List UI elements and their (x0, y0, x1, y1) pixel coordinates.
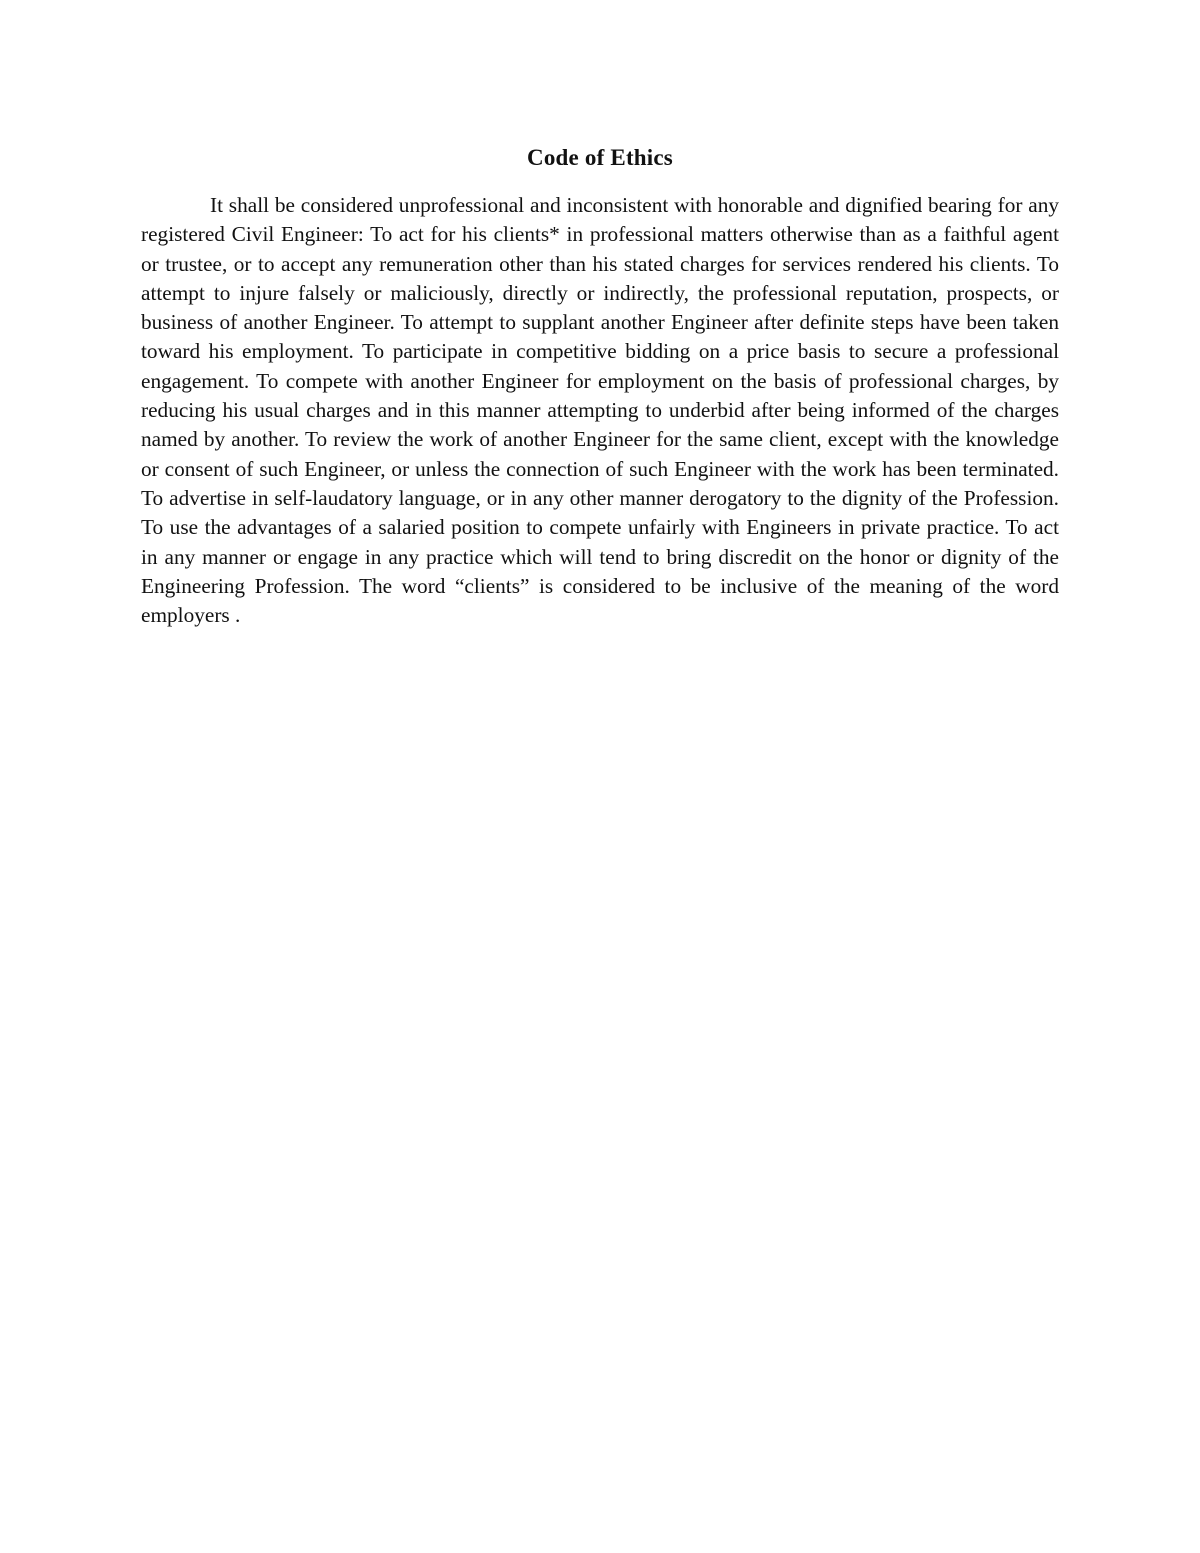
document-content (141, 143, 1059, 630)
document-title: Code of Ethics (527, 145, 673, 170)
document-body-paragraph: It shall be considered unprofessional and inconsistent with honorable and dignified bearing for any registered Civil Engineer: To act for his clients* in professional matters otherwise than as a faithful agent or trustee, or to accept any remuneration other than his stated charges for services rendered his clients. To attempt to injure falsely or maliciously, directly or indirectly, the professional reputation, prospects, or business of another Engineer. To attempt to supplant another Engineer after definite steps have been taken toward his employment. To participate in competitive bidding on a price basis to secure a professional engagement. To compete with another Engineer for employment on the basis of professional charges, by reducing his usual charges and in this manner attempting to underbid after being informed of the charges named by another. To review the work of another Engineer for the same client, except with the knowledge or consent of such Engineer, or unless the connection of such Engineer with the work has been terminated. To advertise in self-laudatory language, or in any other manner derogatory to the dignity of the Profession. To use the advantages of a salaried position to compete unfairly with Engineers in private practice. To act in any manner or engage in any practice which will tend to bring discredit on the honor or dignity of the Engineering Profession. The word “clients” is considered to be inclusive of the meaning of the word employers . (141, 193, 1059, 628)
